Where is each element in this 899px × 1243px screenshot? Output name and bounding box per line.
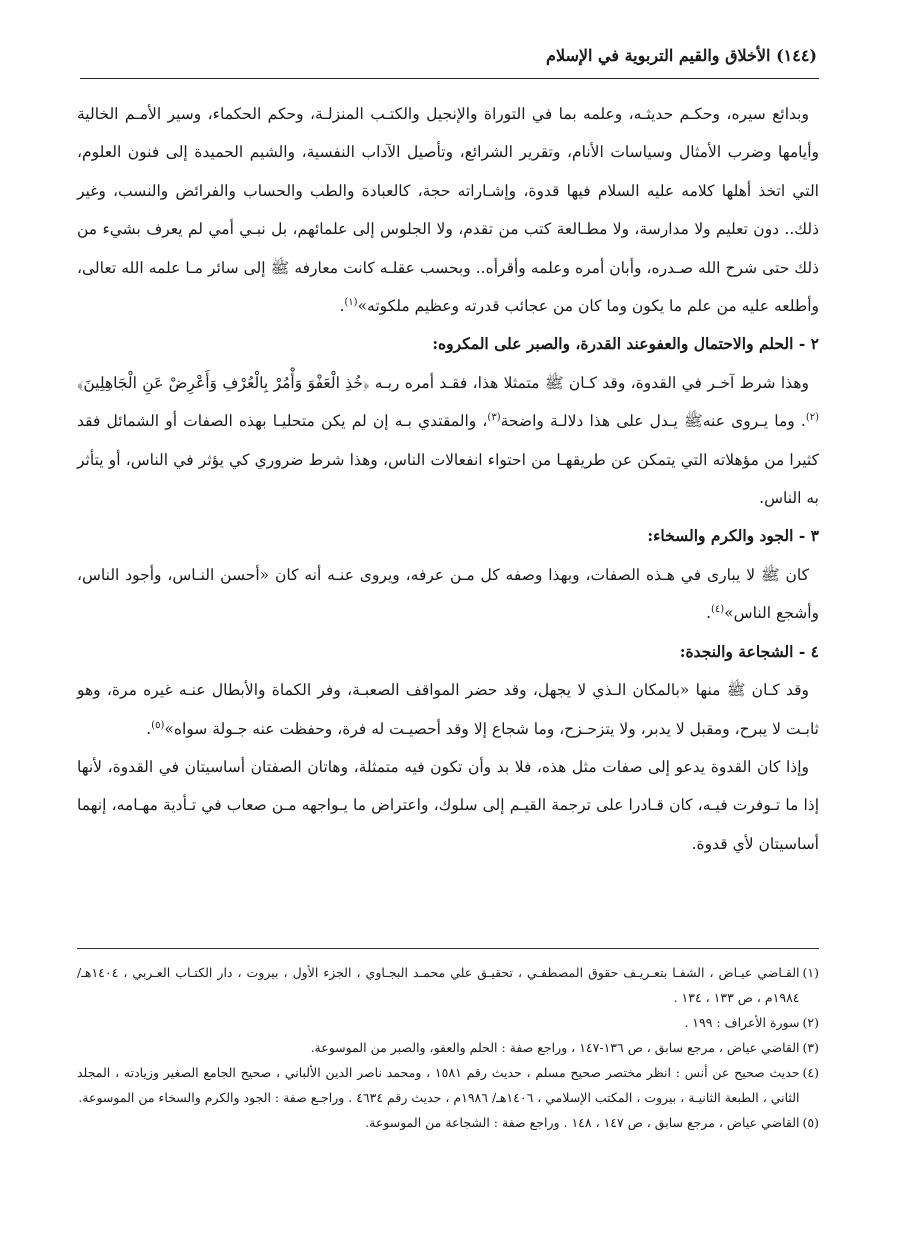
- footnote-text: القاضي عياض ، مرجع سابق ، ص ١٤٧ ، ١٤٨ . وراجع صفة : الشجاعة من الموسوعة.: [365, 1115, 800, 1130]
- footnote-marker: (٣): [487, 412, 501, 424]
- section-heading: ٣ - الجود والكرم والسخاء:: [647, 526, 819, 546]
- footnote-text: القـاضي عيـاض ، الشفـا بتعـريـف حقوق المصطفـي ، تحقيـق علي محمـد البجـاوي ، الجزء الأول ، بيروت ، دار الكتـاب العـربي ، ١٤٠٤هـ/ ١٩٨٤م ، ص ١٣٣ ، ١٣٤ .: [77, 965, 800, 1005]
- footnote-marker: (٥): [151, 719, 165, 731]
- paragraph-end: .: [146, 719, 152, 738]
- footnote-item: [77, 960, 819, 1010]
- paragraph-end: .: [339, 297, 345, 316]
- paragraph-text: وإذا كان القدوة يدعو إلى صفات مثل هذه، فلا بد وأن تكون فيه متمثلة، وهاتان الصفتان أساسيتان في القدوة، لأنها إذا ما تـوفرت فيـه، كان قـادرا على ترجمة القيـم إلى سلوك، واعتراض ما يـواجهه مـن صعاب في تـأدية مهـامه، إنهما أساسيتان لأي قدوة.: [77, 757, 819, 853]
- footnote-number: (٤): [802, 1065, 819, 1080]
- footnote-separator: [77, 948, 819, 949]
- running-header-title: (١٤٤) الأخلاق والقيم التربوية في الإسلام: [546, 46, 817, 65]
- paragraph: [77, 748, 819, 863]
- paragraph-text: وبدائع سيره، وحكـم حديثـه، وعلمه بما في التوراة والإنجيل والكتـب المنزلـة، وحكم الحكماء، وسير الأمـم الخالية وأيامها وضرب الأمثال وسياسات الأنام، وتقرير الشرائع، وتأصيل الآداب النفسية، والشيم الحميدة إلى فنون العلوم، التي اتخذ أهلها كلامه عليه السلام فيها قدوة، وإشـاراته حجة، كالعبادة والطب والحساب والفرائض والنسب، وغير ذلك.. دون تعليم ولا مدارسة، ولا مطـالعة كتب من تقدم، ولا الجلوس إلى علمائهم، بل نبـي أمي لم يعرف بشيء من ذلك حتى شرح الله صـدره، وأبان أمره وعلمه وأقرأه.. وبحسب عقلـه كانت معارفه ﷺ إلى سائر مـا علمه الله تعالى، وأطلعه عليه من علم ما يكون وما كان من عجائب قدرته وعظيم ملكوته»: [77, 105, 819, 316]
- footnote-text: سورة الأعراف : ١٩٩ .: [684, 1015, 800, 1030]
- paragraph: [77, 364, 819, 518]
- footnote-item: [77, 1110, 819, 1135]
- main-text: [77, 95, 819, 863]
- footnote-marker: (٢): [805, 412, 819, 424]
- section-heading: ٢ - الحلم والاحتمال والعفوعند القدرة، والصبر على المكروه:: [432, 334, 819, 354]
- paragraph-text: ، والمقتدي بـه إن لم يكن متحليـا بهذه الصفات أو الشمائل فقد كثيرا من مؤهلاته التي يتمكن عن طريقهـا من احتواء انفعالات الناس، وهذا شرط ضروري كي يؤثر في الناس، أو يتأثر به الناس.: [77, 412, 819, 508]
- footnote-text: حديث صحيح عن أنس : انظر مختصر صحيح مسلم ، حديث رقم ١٥٨١ ، ومحمد ناصر الدين الألباني ، صحيح الجامع الصغير وزيادته ، المجلد الثاني ، الطبعة الثانيـة ، بيروت ، المكتب الإسلامي ، ١٤٠٦هـ/ ١٩٨٦م ، حديث رقم ٤٦٣٤ . وراجـع صفة : الجود والكرم والسخاء من الموسوعة.: [77, 1065, 800, 1105]
- footnote-number: (٣): [802, 1040, 819, 1055]
- footnote-marker: (١): [344, 296, 358, 308]
- paragraph-text: . وما يـروى عنهﷺ يـدل على هذا دلالـة واضحة: [500, 412, 806, 431]
- footnote-text: القاضي عياض ، مرجع سابق ، ص ١٣٦-١٤٧ ، وراجع صفة : الحلم والعفو، والصبر من الموسوعة.: [310, 1040, 800, 1055]
- section-heading: ٤ - الشجاعة والنجدة:: [679, 641, 819, 661]
- footnote-number: (١): [802, 965, 819, 980]
- footnote-item: [77, 1035, 819, 1060]
- footnote-item: [77, 1010, 819, 1035]
- paragraph: [77, 95, 819, 325]
- paragraph-text: وهذا شرط آخـر في القدوة، وقد كـان ﷺ متمثلا هذا، فقـد أمره ربـه ﴿خُذِ الْعَفْوَ وَأْمُرْ بِالْعُرْفِ وَأَعْرِضْ عَنِ الْجَاهِلِينَ﴾: [77, 373, 809, 392]
- paragraph-end: .: [706, 604, 712, 623]
- footnote-marker: (٤): [711, 604, 725, 616]
- paragraph: [77, 671, 819, 748]
- paragraph: [77, 556, 819, 633]
- footnote-item: [77, 1060, 819, 1110]
- page-header: [80, 40, 819, 79]
- footnote-number: (٥): [802, 1115, 819, 1130]
- footnotes: [77, 960, 819, 1135]
- paragraph-text: وقد كـان ﷺ منها «بالمكان الـذي لا يجهل، وقد حضر المواقف الصعبـة، وفر الكماة والأبطال عنـه غيره مرة، وهو ثابـت لا يبرح، ومقبل لا يدبر، ولا يتزحـزح، وما شجاع إلا وقد أحصيـت له فرة، وحفظت عنه جـولة سواه»: [77, 681, 819, 738]
- paragraph-text: كان ﷺ لا يبارى في هـذه الصفات، وبهذا وصفه كل مـن عرفه، ويروى عنـه أنه كان «أحسن النـاس، وأجود الناس، وأشجع الناس»: [77, 565, 819, 623]
- footnote-number: (٢): [802, 1015, 819, 1030]
